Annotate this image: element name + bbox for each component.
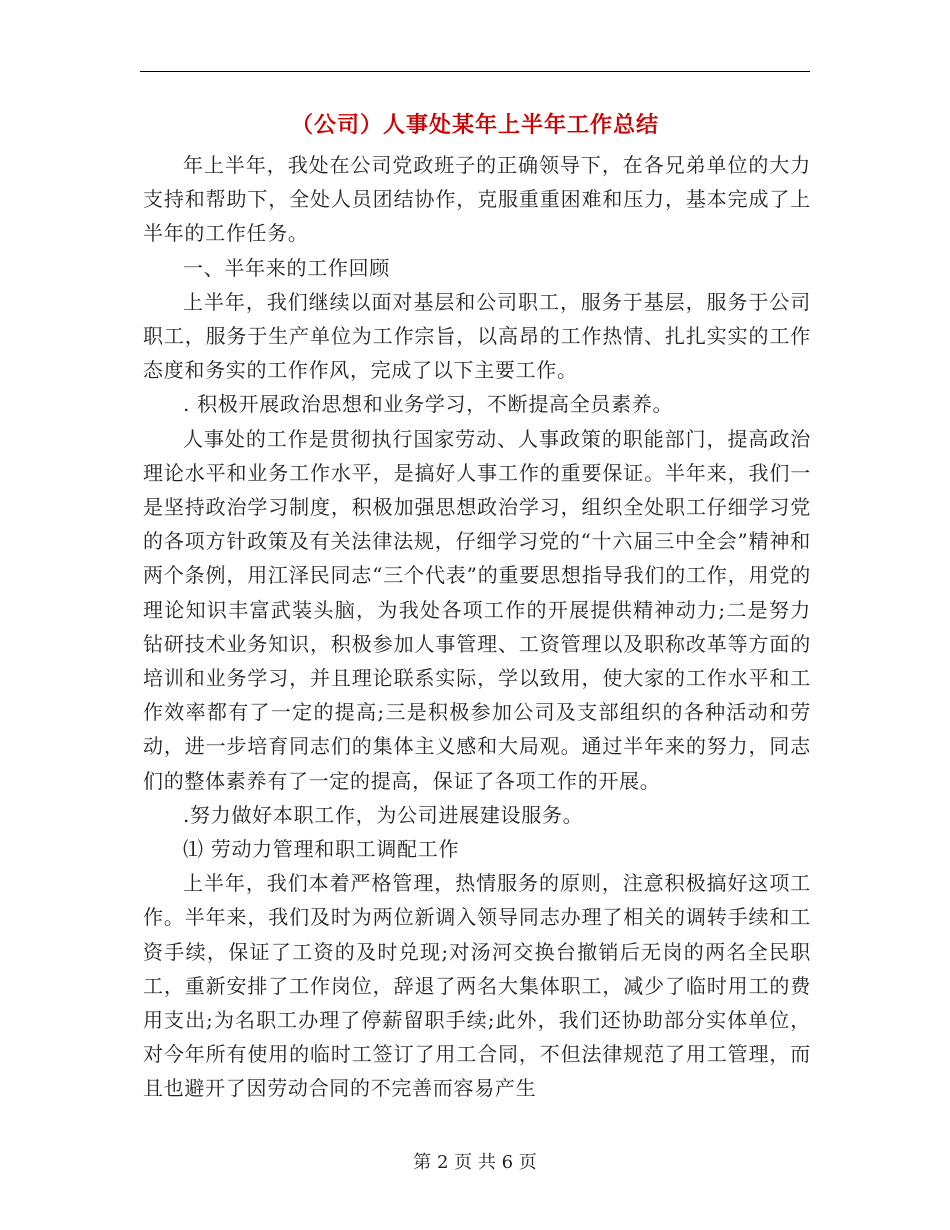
subheading-duties: .努力做好本职工作，为公司进展建设服务。 (183, 802, 584, 827)
document-title: （公司）人事处某年上半年工作总结 (290, 112, 659, 138)
paragraph-intro: 年上半年，我处在公司党政班子的正确领导下，在各兄弟单位的大力支持和帮助下，全处人员团结协作，克服重重困难和压力，基本完成了上半年的工作任务。 (143, 153, 811, 246)
header-rule (140, 71, 810, 72)
page-number-label: 第 2 页 共 6 页 (413, 1152, 537, 1173)
paragraph-study: 人事处的工作是贯彻执行国家劳动、人事政策的职能部门，提高政治理论水平和业务工作水平，是搞好人事工作的重要保证。半年来，我们一是坚持政治学习制度，积极加强思想政治学习，组织全处职工仔细学习党的各项方针政策及有关法律法规，仔细学习党的“十六届三中全会”精神和两个条例，用江泽民同志“三个代表”的重要思想指导我们的工作，用党的理论知识丰富武装头脑，为我处各项工作的开展提供精神动力;二是努力钻研技术业务知识，积极参加人事管理、工资管理以及职称改革等方面的培训和业务学习，并且理论联系实际，学以致用，使大家的工作水平和工作效率都有了一定的提高;三是积极参加公司及支部组织的各种活动和劳动，进一步培育同志们的集体主义感和大局观。通过半年来的努力，同志们的整体素养有了一定的提高，保证了各项工作的开展。 (143, 426, 811, 793)
paragraph-overview: 上半年，我们继续以面对基层和公司职工，服务于基层，服务于公司职工，服务于生产单位为工作宗旨，以高昂的工作热情、扎扎实实的工作态度和务实的工作作风，完成了以下主要工作。 (143, 289, 811, 383)
document-body (143, 148, 811, 1106)
subheading-study: . 积极开展政治思想和业务学习，不断提高全员素养。 (183, 392, 674, 417)
paragraph-labor-management: 上半年，我们本着严格管理，热情服务的原则，注意积极搞好这项工作。半年来，我们及时为两位新调入领导同志办理了相关的调转手续和工资手续，保证了工资的及时兑现;对汤河交换台撤销后无岗的两名全民职工，重新安排了工作岗位，辞退了两名大集体职工，减少了临时用工的费用支出;为名职工办理了停薪留职手续;此外，我们还协助部分实体单位，对今年所有使用的临时工签订了用工合同，不但法律规范了用工管理，而且也避开了因劳动合同的不完善而容易产生 (143, 871, 811, 1101)
page-footer (0, 1150, 950, 1176)
section-heading-review: 一、半年来的工作回顾 (183, 255, 390, 280)
subheading-labor-management: ⑴ 劳动力管理和职工调配工作 (183, 837, 460, 862)
